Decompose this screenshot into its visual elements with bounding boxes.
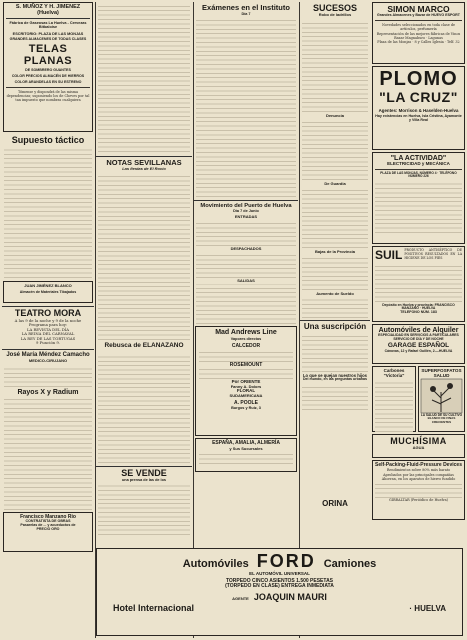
ad-line: Aprobados por las principales compañías [383, 472, 454, 477]
ad-text [199, 452, 293, 464]
ad-title: ESPAÑA, AMALIA, ALMERÍA [212, 440, 280, 447]
ad-ford [96, 548, 463, 636]
ad-title: SUIL [375, 248, 403, 262]
ad-line: TELEFONO NÚM. 183 [400, 309, 437, 314]
ad-line: SUDAMERICANA [229, 392, 263, 398]
ad-line: A. POOLE [234, 400, 258, 407]
ad-line: Fanny A. Dolors [230, 384, 262, 390]
ad-line: (TORPEDO EN CLASE) ENTREGA INMEDIATA [225, 582, 334, 589]
section-title: José María Méndez Camacho [2, 349, 94, 358]
section-title: Una suscripción [300, 320, 370, 331]
ad-line: Rendimientos sobre 80% más barato [386, 468, 451, 473]
section-subtitle: Las fiestas de El Rocío [122, 165, 166, 171]
ad-manzano [3, 512, 93, 552]
section-title: TEATRO MORA [2, 306, 94, 318]
subheading: Aumento de Sueldo [316, 291, 354, 297]
section-subtitle: MEDICO-CIRUJANO [28, 357, 68, 363]
article-text [302, 120, 368, 180]
ad-subtitle: LA SALUD DE SU CULTIVO [420, 413, 463, 417]
article-text [302, 256, 368, 290]
subheading: ENTRADAS [234, 213, 258, 219]
ad-title: PLOMO [379, 68, 458, 90]
ad-agent: JOAQUIN MAURI [253, 592, 327, 603]
section-title: Supuesto táctico [11, 135, 85, 145]
ad-line: ESCRITORIO: PLAZA DE LAS MONJAS [12, 31, 84, 36]
article-text [196, 19, 296, 197]
ad-line: Plaza de las Monjas · 8 y Calles Iglesia · Telf. 32 [377, 40, 460, 45]
sucesos-column [300, 0, 370, 520]
ad-store [195, 438, 297, 472]
section-title: Movimiento del Puerto de Huelva [194, 200, 298, 209]
ad-carbones [372, 366, 416, 432]
ad-title: "LA ACTIVIDAD" [390, 155, 447, 162]
ad-simon-marco [372, 2, 465, 64]
ad-subtitle: PRODUCTO ANTISÉPTICO DE POSITIVOS RESULTADOS EN LA HIGIENE DE LOS PIES [404, 248, 462, 260]
ad-line: Ahorran, en los aparatos de hierro fundido [381, 477, 456, 482]
ad-title: Automóviles de Alquiler [378, 327, 459, 334]
ad-line: CONTRATISTA DE OBRAS [25, 519, 71, 524]
ad-title: Mad Andrews Line [215, 329, 277, 337]
ad-subtitle: Grandes Almacenes y Bazar de HUEVO ESPORT [377, 12, 460, 17]
ad-line: Almacén de Materiales Tibajados [19, 289, 77, 294]
ad-line: COLOR PRECIOS ALMACÉN DE HIERROS [11, 74, 85, 79]
ad-line: DE SOMBRERO GUANTES [25, 68, 71, 73]
subheading: Denuncia [325, 112, 344, 118]
article-text [4, 365, 92, 387]
section-title: SE VENDE [96, 466, 192, 478]
article-text [196, 284, 296, 324]
ad-la-actividad [372, 152, 465, 244]
theater-line: LA REINA DEL CARNAVAL [21, 331, 75, 337]
ad-line: Novedades seleccionados en toda clase de artículos, perfumería [381, 22, 456, 32]
ad-line: Bazar Magnaburo · Lagunas [394, 35, 443, 40]
ad-munoz-jimenez [3, 2, 93, 132]
ad-shipping [195, 326, 297, 436]
ad-line: CALCEDOR [231, 342, 261, 349]
ad-title: SIMON MARCO [387, 4, 450, 14]
ad-line: BLANCO DE FINAS CRECIENTES [427, 416, 456, 424]
ad-line: TORPEDO CINCO ASIENTOS 1.500 PESETAS [225, 577, 334, 584]
ad-brand: AGUA [412, 445, 425, 451]
section-subtitle: una prensa de las de los [121, 478, 167, 483]
section-title: Exámenes en el Instituto [202, 3, 290, 12]
article-text [98, 353, 190, 463]
ad-subtitle: ELECTRICIDAD y MECÁNICA [387, 161, 450, 167]
plant-illustration [420, 378, 463, 414]
ad-text [375, 264, 462, 302]
ad-subtitle: Fábrica de Gaseosas La Huelva - Cervezas Bitbaloise [9, 20, 87, 29]
ad-text [375, 380, 413, 432]
subheading: Robo de ladrillos [318, 12, 352, 18]
ad-title: Carbones "Victoria" [383, 368, 405, 378]
article-text [302, 20, 368, 112]
section-title: Rebusca de ELANAZANO [104, 342, 184, 350]
column-2 [96, 0, 195, 640]
theater-line: LA REVISTA DEL DÍA [26, 326, 70, 332]
ad-text [375, 482, 462, 498]
ad-text [375, 181, 462, 233]
ad-line: FLORAL [236, 388, 256, 394]
column-1 [2, 0, 94, 640]
ad-line: Agentes: Morrison & Haselden-Huelva [378, 107, 459, 113]
article-text [4, 148, 92, 278]
column-4 [300, 0, 465, 640]
ad-jimenez-blanco [3, 281, 93, 303]
ad-superfosfatos [418, 366, 465, 432]
ad-subtitle: ESPECIALIDAD EN SERVICIOS A PARTICULARES [378, 333, 459, 338]
theater-line: A las 9 de la noche y 9 de la noche [14, 317, 82, 323]
ad-title: MUCHÍSIMA [390, 436, 447, 446]
ad-label: AGENTE [232, 596, 249, 602]
subheading: SALIDAS [237, 278, 255, 284]
ad-word: Automóviles [182, 558, 249, 570]
ad-line: COLOR ARANDELAS EN SU ESTRENO [14, 79, 82, 84]
ad-brand: FORD [256, 551, 316, 571]
ad-plomo-la-cruz [372, 66, 465, 150]
ad-line: ROSEMOUNT [229, 362, 263, 369]
article-text [98, 485, 190, 535]
section-subtitle: Del mundo, en las preguntas urbanas [302, 377, 368, 382]
ad-automoviles [372, 324, 465, 364]
ad-subtitle: y Sus Sucursales [229, 445, 263, 451]
ad-title: Self-Packing-Fluid-Pressure Devices [375, 462, 462, 468]
ad-muchisima [372, 434, 465, 458]
article-text [98, 4, 190, 152]
article-text [302, 188, 368, 248]
ad-line: JUAN JIMÉNEZ BLANCO [24, 283, 72, 289]
ad-line: Francisco Manzano Rio [20, 514, 76, 521]
ad-title: GARAGE ESPAÑOL [387, 342, 450, 350]
section-subtitle: Día 7 [241, 11, 251, 16]
section-title: Rayos X y Radium [17, 388, 79, 396]
article-text [4, 398, 92, 510]
ad-line: PLAZA DE LAS MONJAS, NÚMERO 4 · TELÉFONO NÚMERO 226 [380, 171, 457, 179]
theater-line: LA REY DE LAS TORTUGAS [20, 335, 76, 341]
subheading: De Guardia [324, 180, 346, 186]
ad-brand: "LA CRUZ" [379, 89, 458, 105]
ad-footer: Tómense y dispondrá de las misma dependencias; suponiendo los de Cheves por tal tan impuesto que nombras cualquiera [6, 89, 90, 103]
section-title: NOTAS SEVILLANAS [96, 156, 192, 167]
ad-line: GRANDES ALMACENES DE TODAS CLASES [9, 37, 87, 42]
ad-word: Camiones [323, 558, 377, 570]
section-title: SUCESOS [312, 3, 357, 13]
column-3 [194, 0, 298, 640]
ad-hotel: Hotel Internacional [113, 603, 195, 614]
ad-self-packing [372, 460, 465, 520]
ad-title: SUPERFOSFATOS SALUD [421, 368, 462, 378]
ad-subtitle: Vapores directos [230, 336, 262, 341]
ad-text [199, 369, 293, 379]
ad-text [199, 350, 293, 362]
ad-subtitle: SERVICIO DE DÍA Y DE NOCHE [393, 336, 444, 341]
ad-line: Depósito en Huelva y provincia: FRANCISCO MANZANO · HUELVA [382, 302, 455, 311]
subheading: Bajas de la Provincia [314, 249, 356, 254]
theater-line: Programa para hoy: [28, 322, 68, 328]
ad-line: Pasarelas de ... y acueductos de [20, 523, 76, 528]
ad-line: PRECIO ORO [36, 526, 60, 531]
ad-line: Burgos y Ruiz, 3 [231, 406, 261, 411]
article-text [302, 384, 368, 410]
ad-line: Representación de las mejores fábricas de Vinos [376, 31, 461, 36]
ad-suil [372, 246, 465, 322]
ad-city: · HUELVA [409, 604, 446, 614]
subheading: DESPACHADOS [230, 246, 262, 252]
article-text [196, 252, 296, 278]
ad-line: Hay existencias en Huelva, Isla Cristina, Ayamonte y Villa Real [375, 114, 462, 123]
article-text [196, 220, 296, 246]
ad-line: GIBRALTAR (Periódico de Huelva) [389, 498, 448, 503]
ad-brand: TELAS PLANAS [23, 43, 73, 67]
article-text [302, 298, 368, 318]
ad-line: Por ORIENTE [231, 379, 261, 385]
ad-title: S. MUÑOZ Y H. JIMENEZ (Huelva) [6, 5, 90, 19]
ad-title: ORINA [322, 499, 348, 508]
ad-line: EL AUTOMÓVIL UNIVERSAL [249, 571, 310, 576]
theater-line: 9 Función 9. [35, 339, 61, 345]
section-title: Lo que se quejan nuestros hijos [303, 372, 367, 378]
article-text [98, 174, 190, 340]
article-text [302, 334, 368, 372]
ad-line: Cánovas, 12 y Rafael Guillén, 2.—HUELVA [384, 349, 453, 354]
section-subtitle: Día 7 de Junio [233, 208, 259, 213]
